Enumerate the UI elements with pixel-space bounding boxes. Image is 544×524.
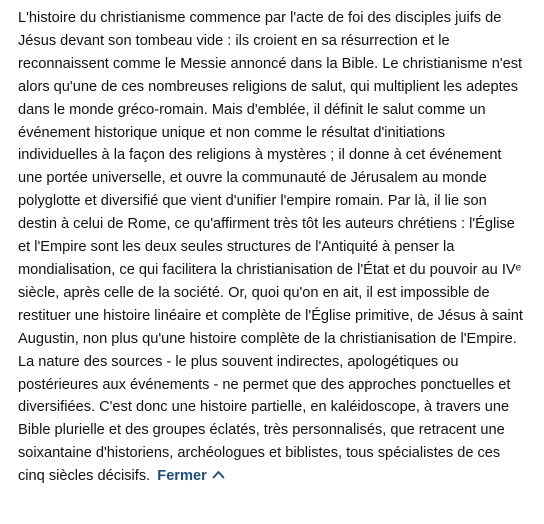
book-description: [18, 7, 524, 488]
collapse-label: Fermer: [157, 468, 207, 485]
chevron-up-icon: [212, 470, 225, 479]
description-text: L'histoire du christianisme commence par l'acte de foi des disciples juifs de Jésus devant son tombeau vide : ils croient en sa résurrection et le reconnaissent comme le Messie annoncé dans la Bible. Le christianisme n'est alors qu'une de ces nombreuses religions de salut, qui multiplient les adeptes dans le monde gréco-romain. Mais d'emblée, il définit le salut comme un événement historique unique et non comme le résultat d'initiations individuelles à la façon des religions à mystères ; il donne à cet événement une portée universelle, et ouvre la communauté de Jérusalem au monde polyglotte et diversifié que vient d'unifier l'empire romain. Par là, il lie son destin à celui de Rome, ce qu'affirment très tôt les auteurs chrétiens : l'Église et l'Empire sont les deux seules structures de l'Antiquité à penser la mondialisation, ce qui facilitera la christianisation de l'État et du pouvoir au IVᵉ siècle, après celle de la société. Or, quoi qu'on en ait, il est impossible de restituer une histoire linéaire et complète de l'Église primitive, de Jésus à saint Augustin, non plus qu'une histoire complète de la christianisation de l'Empire. La nature des sources - le plus souvent indirectes, apologétiques ou postérieures aux événements - ne permet que des approches ponctuelles et diversifiées. C'est donc une histoire partielle, en kaléidoscope, à travers une Bible plurielle et des groupes éclatés, très personnalisés, que retracent une soixantaine d'historiens, archéologues et biblistes, tous spécialistes de ces cinq siècles décisifs.: [18, 10, 523, 485]
collapse-description-button[interactable]: [157, 468, 224, 484]
